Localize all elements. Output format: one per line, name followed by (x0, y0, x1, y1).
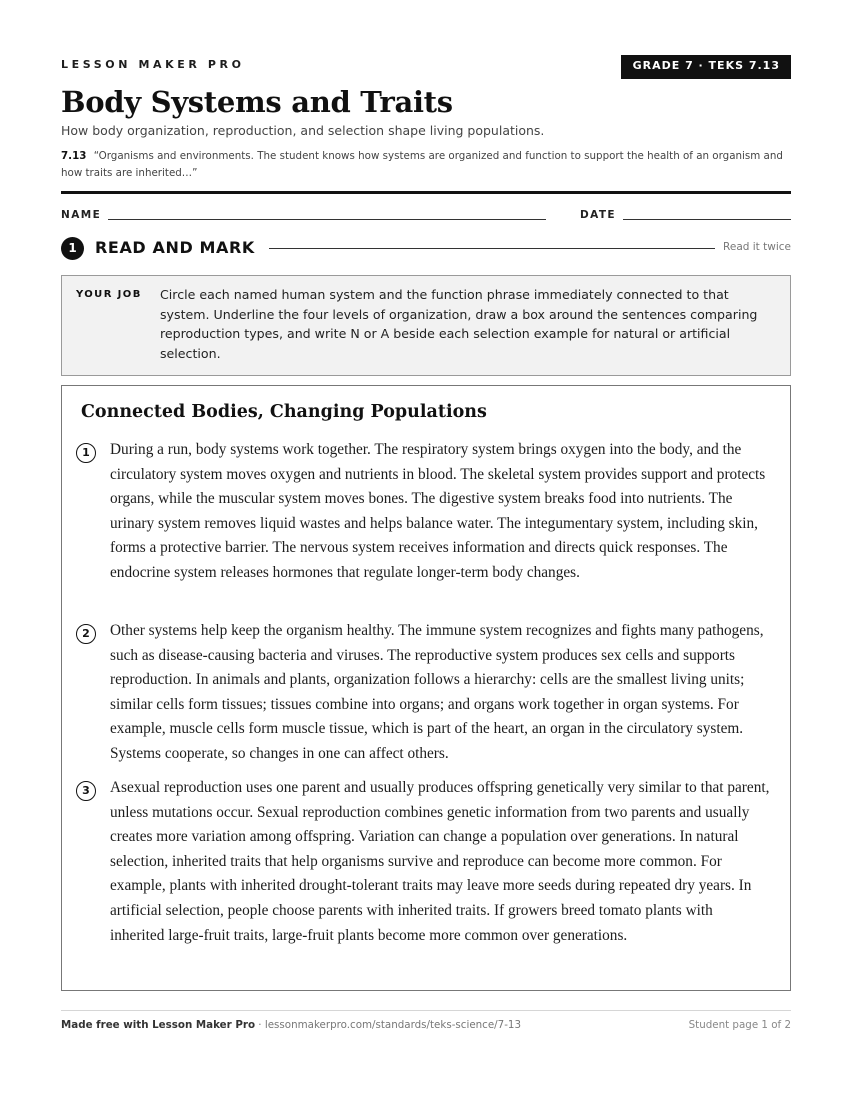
page-indicator: Student page 1 of 2 (688, 1019, 791, 1031)
task-instructions: Circle each named human system and the function phrase immediately connected to that system. Underline the four levels of organization, draw a box around the sentences comparing reproduction types, and write N or A beside each selection example for natural or artificial selection. (160, 287, 758, 361)
grade-badge: GRADE 7 · TEKS 7.13 (621, 55, 791, 79)
passage-title: Connected Bodies, Changing Populations (81, 402, 487, 422)
page-subtitle: How body organization, reproduction, and selection shape living populations. (61, 123, 545, 138)
paragraph-number: 1 (76, 443, 96, 463)
footer-credit (61, 1019, 521, 1031)
section-header (61, 236, 791, 260)
brand-name: LESSON MAKER PRO (61, 58, 245, 71)
standard-statement (61, 148, 791, 182)
reading-passage (61, 385, 791, 991)
footer-separator: · (255, 1019, 265, 1031)
section-note: Read it twice (723, 241, 791, 253)
name-label: NAME (61, 209, 102, 221)
footer-url[interactable]: lessonmakerpro.com/standards/teks-science/7-13 (264, 1019, 522, 1031)
paragraph-text: Asexual reproduction uses one parent and usually produces offspring genetically very similar to that parent, unless mutations occur. Sexual reproduction combines genetic information from two parents and usually creates more variation among offspring. Variation can change a population over generations. In natural selection, inherited traits that help organisms survive and reproduce can become more common. For example, plants with inherited drought-tolerant traits may leave more seeds during repeated dry years. In artificial selection, people choose parents with inherited traits. If growers breed tomato plants with inherited large-fruit traits, large-fruit plants become more common over generations. (110, 779, 770, 944)
worksheet-page (61, 0, 791, 1100)
header-bar (61, 55, 791, 79)
standard-code: 7.13 (61, 150, 87, 162)
section-title: READ AND MARK (95, 238, 255, 257)
name-field[interactable] (108, 219, 546, 220)
header-divider (61, 191, 791, 194)
section-rule (269, 248, 715, 249)
name-date-row (61, 207, 791, 223)
paragraph-text: During a run, body systems work together. The respiratory system brings oxygen into the body, and the circulatory system moves oxygen and nutrients in blood. The skeletal system provides support and protects organs, while the muscular system moves bones. The digestive system breaks food into nutrients. The urinary system removes liquid wastes and helps balance water. The integumentary system, including skin, forms a protective barrier. The nervous system receives information and directs quick responses. The endocrine system releases hormones that regulate longer-term body changes. (110, 441, 766, 581)
paragraph-number: 3 (76, 781, 96, 801)
footer-divider (61, 1010, 791, 1011)
section-number-badge: 1 (61, 237, 84, 260)
paragraph-number: 2 (76, 624, 96, 644)
page-title: Body Systems and Traits (61, 85, 453, 119)
paragraph-text: Other systems help keep the organism healthy. The immune system recognizes and fights many pathogens, such as disease-causing bacteria and viruses. The reproductive system produces sex cells and supports reproduction. In animals and plants, organization follows a hierarchy: cells are the smallest living units; similar cells form tissues; tissues combine into organs; and organs work together in organ systems. For example, muscle cells form muscle tissue, which is part of the heart, an organ in the circulatory system. Systems cooperate, so changes in one can affect others. (110, 622, 764, 762)
task-box (61, 275, 791, 376)
date-label: DATE (580, 209, 616, 221)
standard-text: “Organisms and environments. The student knows how systems are organized and function to support the health of an organism and how traits are inherited…” (61, 150, 783, 179)
task-label: YOUR JOB (76, 289, 142, 300)
footer-made-with: Made free with Lesson Maker Pro (61, 1019, 256, 1031)
date-field[interactable] (623, 219, 791, 220)
